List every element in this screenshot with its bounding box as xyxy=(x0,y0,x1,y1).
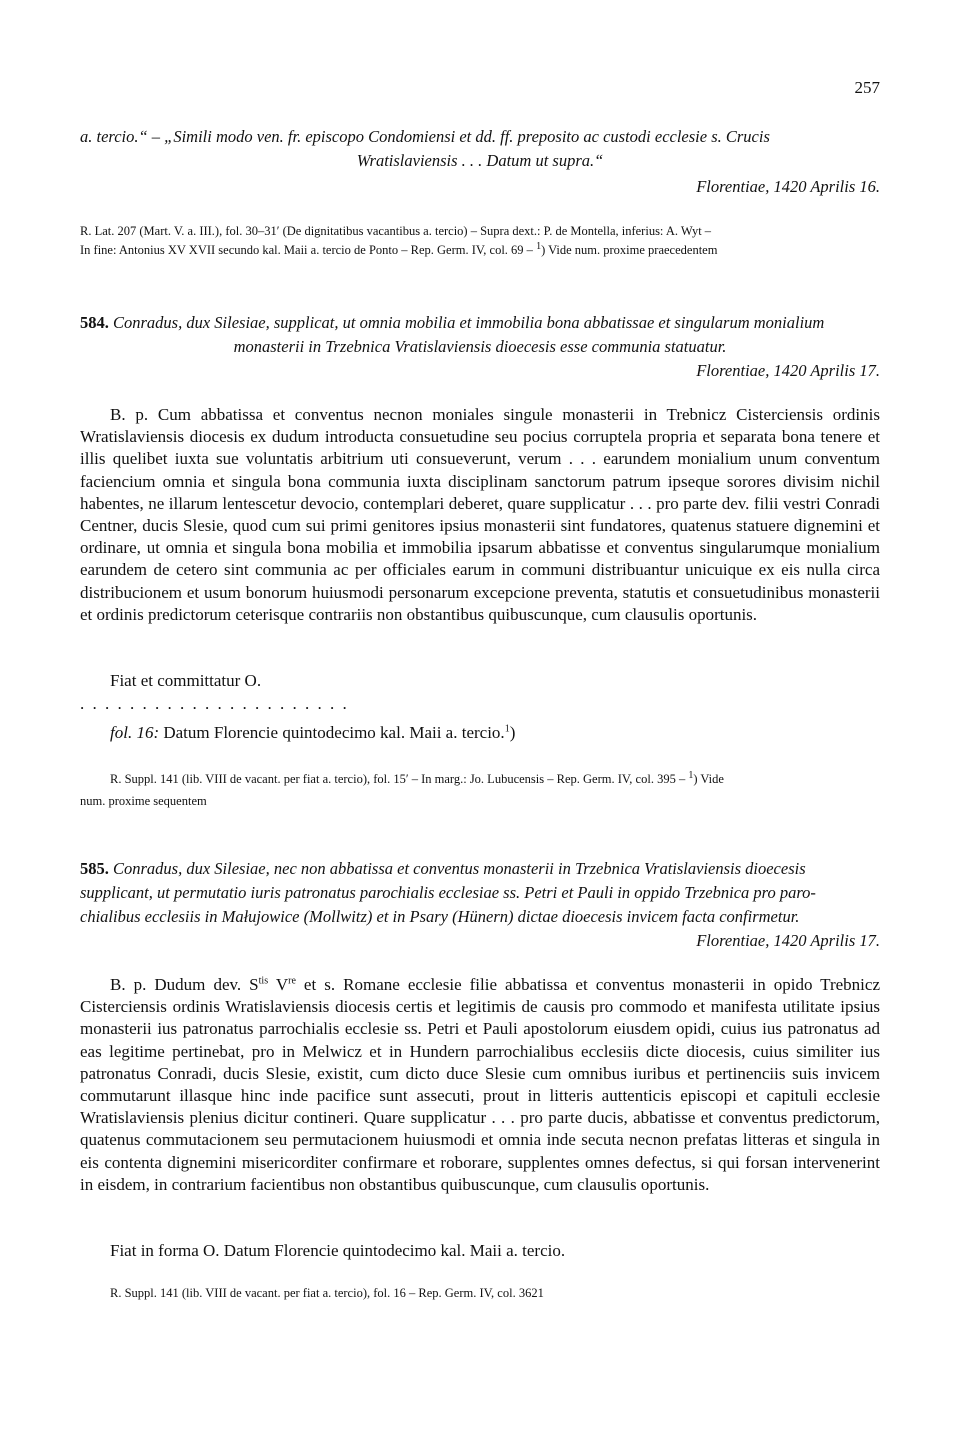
entry-585-body xyxy=(80,974,880,1196)
entry-584-summary-line-2: monasterii in Trzebnica Vratislaviensis dioecesis esse communia statuatur. xyxy=(233,337,727,356)
entry-585-source-note: R. Suppl. 141 (lib. VIII de vacant. per fiat a. tercio), fol. 16 – Rep. Germ. IV, col. 3621 xyxy=(110,1286,544,1300)
entry-585-summary-line-3: chialibus ecclesiis in Małujowice (Mollwitz) et in Psary (Hünern) dictae dioecesis invicem facta confirmetur. xyxy=(80,907,800,926)
entry-585-number: 585. xyxy=(80,859,109,878)
entry-584-summary-line-1 xyxy=(80,312,880,334)
entry-585-fiat: Fiat in forma O. Datum Florencie quintodecimo kal. Maii a. tercio. xyxy=(110,1241,566,1260)
entry-585-date: Florentiae, 1420 Aprilis 17. xyxy=(696,931,880,950)
superscript-re: re xyxy=(288,975,296,987)
superscript-tis: tis xyxy=(258,975,269,987)
body-start: B. p. Dudum dev. S xyxy=(110,975,259,994)
entry-584-ellipsis: . . . . . . . . . . . . . . . . . . . . . . xyxy=(80,694,349,713)
source-note-tail: ) Vide num. proxime praecedentem xyxy=(541,243,718,257)
entry-584-fiat: Fiat et committatur O. xyxy=(110,671,262,690)
fol-text: Datum Florencie quintodecimo kal. Maii a. tercio. xyxy=(159,723,505,742)
body-rest: et s. Romane ecclesie filie abbatissa et conventus monasterii in opido Trebnicz Cisterciensis ordinis Wratislaviensis diocesis certis et legitimis de causis pro commodo et manifesta utilitate ipsius monasterii ius patronatus parrochialis ecclesie ss. Petri et Pauli apostolorum eiusdem opidi, cuius ius patronatus ad eas legitime pertinebat, pro in Melwicz et in Hundern parrochialibus ecclesiis dicte diocesis, cuius similiter ius patronatus Conradi, ducis Slesie, existit, cum dicto duce Slesie cum omnibus iuribus et pertinenciis suis invicem commutarunt illasque hinc inde pacifice sunt assecuti, prout in litteris auttenticis episcopi et capituli ecclesie Wratislaviensis plenius dicitur contineri. Quare supplicatur . . . pro parte ducis, abbatisse et conventus predictorum, quatenus commutacionem seu permutacionem huiusmodi et omnia inde secuta necnon prefatas litteras et singula in eis contenta dignemini misericorditer confirmare et roborare, supplentes omnes defectus, si qui forsan intervenerint in eisdem, in contrarium facientibus non obstantibus quibuscunque, cum clausulis oportunis. xyxy=(80,975,880,1194)
page-number: 257 xyxy=(854,78,880,97)
entry-585-summary-line-1 xyxy=(80,858,880,880)
entry-584-summary-text: Conradus, dux Silesiae, supplicat, ut omnia mobilia et immobilia bona abbatissae et singularum monialium xyxy=(113,313,825,332)
source-note-line-2 xyxy=(80,241,880,260)
entry-584-source-note xyxy=(80,770,880,789)
body-mid: V xyxy=(268,975,289,994)
entry-584-fol-line: fol. 16: Datum Florencie quintodecimo kal. Maii a. tercio.$^1$) xyxy=(110,723,516,742)
entry-584-date: Florentiae, 1420 Aprilis 17. xyxy=(696,361,880,380)
footnote-marker: 1 xyxy=(688,769,694,781)
source-note-tail: ) Vide xyxy=(693,772,724,786)
source-note-text: R. Suppl. 141 (lib. VIII de vacant. per fiat a. tercio), fol. 15′ – In marg.: Jo. Lubucensis – Rep. Germ. IV, col. 395 – xyxy=(110,772,689,786)
source-note-line-1: R. Lat. 207 (Mart. V. a. III.), fol. 30–31′ (De dignitatibus vacantibus a. tercio) – Supra dext.: P. de Montella, inferius: A. Wyt – xyxy=(80,224,712,238)
fol-label: fol. 16: xyxy=(110,723,160,742)
entry-584-source-note-line-2: num. proxime sequentem xyxy=(80,794,207,808)
footnote-marker: 1 xyxy=(536,240,542,252)
entry-585-summary-line-2: supplicant, ut permutatio iuris patronatus parochialis ecclesiae ss. Petri et Pauli in oppido Trzebnica pro paro- xyxy=(80,883,816,902)
continuation-date: Florentiae, 1420 Aprilis 16. xyxy=(696,177,880,196)
entry-585-summary-text: Conradus, dux Silesiae, nec non abbatissa et conventus monasterii in Trzebnica Vratislaviensis dioecesis xyxy=(113,859,806,878)
entry-584-number: 584. xyxy=(80,313,109,332)
continuation-line-1: a. tercio.“ – „Simili modo ven. fr. episcopo Condomiensi et dd. ff. preposito ac custodi ecclesie s. Crucis xyxy=(80,127,770,146)
footnote-marker: 1 xyxy=(504,723,510,735)
entry-584-body: B. p. Cum abbatissa et conventus necnon moniales singule monasterii in Trebnicz Cisterciensis ordinis Wratislaviensis diocesis ex dudum introducta consuetudine seu pocius corruptela propria et separata bona tenere et illis quelibet iuxta sue voluntatis arbitrium uti consueverunt, verum . . . earundem monialium unum conventum faciencium omnia et singula bona communia iuxta disciplinam sanctorum patrum ipseque sorores divisim nichil habentes, ne illarum lentescetur devocio, contemplari deberet, quare supplicatur . . . pro parte dev. filii vestri Conradi Centner, ducis Slesie, quod cum sui primi genitores ipsius monasterii sint fundatores, quatenus statuere dignemini et ordinare, ut omnia et singula bona mobilia et immobilia ipsarum abbatisse et conventus singularumque monialium earundem de cetero sint communia ac per officiales earum in communi distribuantur unicuique ex eis nulla circa distribucionem et usum bonorum huiusmodi personarum excepcione preventa, statutis et consuetudinibus monasterii et ordinis predictorum ceterisque contrariis non obstantibus quibuscunque, cum clausulis oportunis. xyxy=(80,405,880,624)
continuation-line-2: Wratislaviensis . . . Datum ut supra.“ xyxy=(356,151,604,170)
continuation-source-note xyxy=(80,222,880,260)
source-note-text: In fine: Antonius XV XVII secundo kal. Maii a. tercio de Ponto – Rep. Germ. IV, col. 69 – xyxy=(80,243,537,257)
